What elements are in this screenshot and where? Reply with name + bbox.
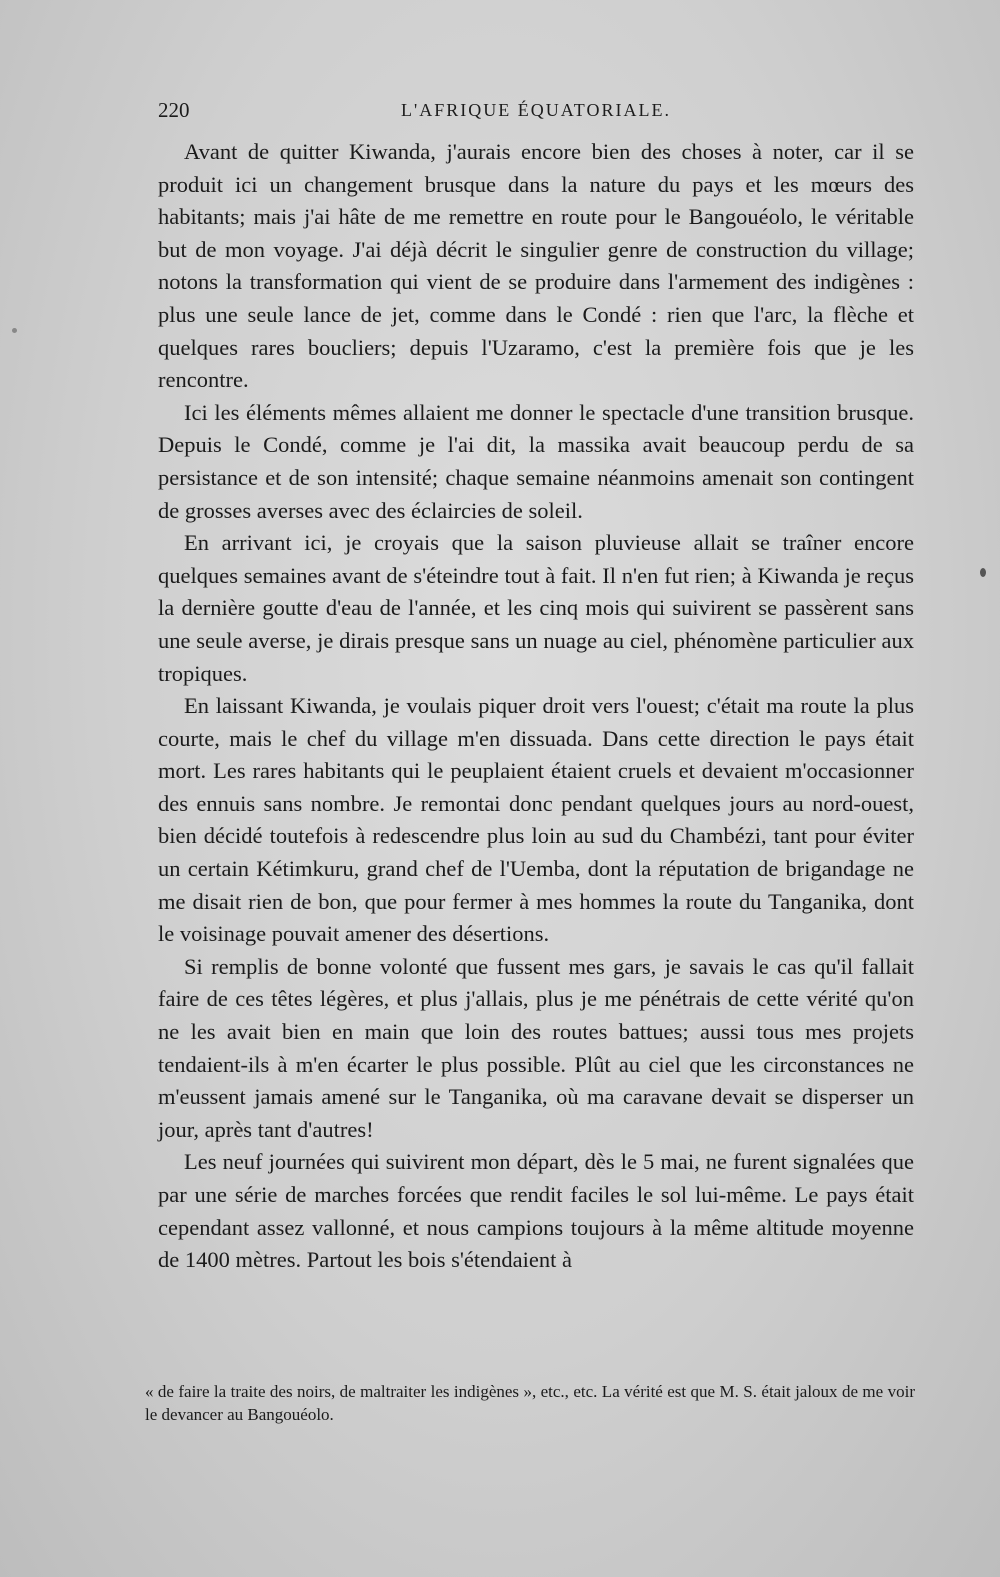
body-text <box>158 136 914 1277</box>
running-title: L'AFRIQUE ÉQUATORIALE. <box>401 100 671 120</box>
page-header <box>158 98 914 128</box>
paragraph: En laissant Kiwanda, je voulais piquer droit vers l'ouest; c'était ma route la plus courte, mais le chef du village m'en dissuada. Dans cette direction le pays était mort. Les rares habitants qui le peuplaient étaient cruels et devaient m'occasionner des ennuis sans nombre. Je remontai donc pendant quelques jours au nord-ouest, bien décidé toutefois à redescendre plus loin au sud du Chambézi, tant pour éviter un certain Kétimkuru, grand chef de l'Uemba, dont la réputation de brigandage ne me disait rien de bon, que pour fermer à mes hommes la route du Tanganika, dont le voisinage pouvait amener des désertions. <box>158 693 914 947</box>
paragraph: En arrivant ici, je croyais que la saison pluvieuse allait se traîner encore quelques semaines avant de s'éteindre tout à fait. Il n'en fut rien; à Kiwanda je reçus la dernière goutte d'eau de l'année, et les cinq mois qui suivirent se passèrent sans une seule averse, je dirais presque sans un nuage au ciel, phénomène particulier aux tropiques. <box>158 530 914 686</box>
paragraph: Si remplis de bonne volonté que fussent mes gars, je savais le cas qu'il fallait faire de ces têtes légères, et plus j'allais, plus je me pénétrais de cette vérité qu'on ne les avait bien en main que loin des routes battues; aussi tous mes projets tendaient-ils à m'en écarter le plus possible. Plût au ciel que les circonstances ne m'eussent jamais amené sur le Tanganika, où ma caravane devait se disperser un jour, après tant d'autres! <box>158 953 914 1142</box>
paragraph: Ici les éléments mêmes allaient me donner le spectacle d'une transition brusque. Depuis le Condé, comme je l'ai dit, la massika avait beaucoup perdu de sa persistance et de son intensité; chaque semaine néanmoins amenait son contingent de grosses averses avec des éclaircies de soleil. <box>158 399 914 523</box>
paragraph: Avant de quitter Kiwanda, j'aurais encore bien des choses à noter, car il se produit ici un changement brusque dans la nature du pays et les mœurs des habitants; mais j'ai hâte de me remettre en route pour le Bangouéolo, le véritable but de mon voyage. J'ai déjà décrit le singulier genre de construction du village; notons la transformation qui vient de se produire dans l'armement des indigènes : plus une seule lance de jet, comme dans le Condé : rien que l'arc, la flèche et quelques rares boucliers; depuis l'Uzaramo, c'est la première fois que je les rencontre. <box>158 139 914 393</box>
ink-speck <box>980 568 986 577</box>
footnote: « de faire la traite des noirs, de maltraiter les indigènes », etc., etc. La vérité est que M. S. était jaloux de me voir le devancer au Bangouéolo. <box>145 1382 915 1424</box>
page-number: 220 <box>158 98 190 122</box>
paragraph: Les neuf journées qui suivirent mon départ, dès le 5 mai, ne furent signalées que par une série de marches forcées que rendit faciles le sol lui-même. Le pays était cependant assez vallonné, et nous campions toujours à la même altitude moyenne de 1400 mètres. Partout les bois s'étendaient à <box>158 1149 914 1273</box>
ink-speck <box>12 328 17 333</box>
